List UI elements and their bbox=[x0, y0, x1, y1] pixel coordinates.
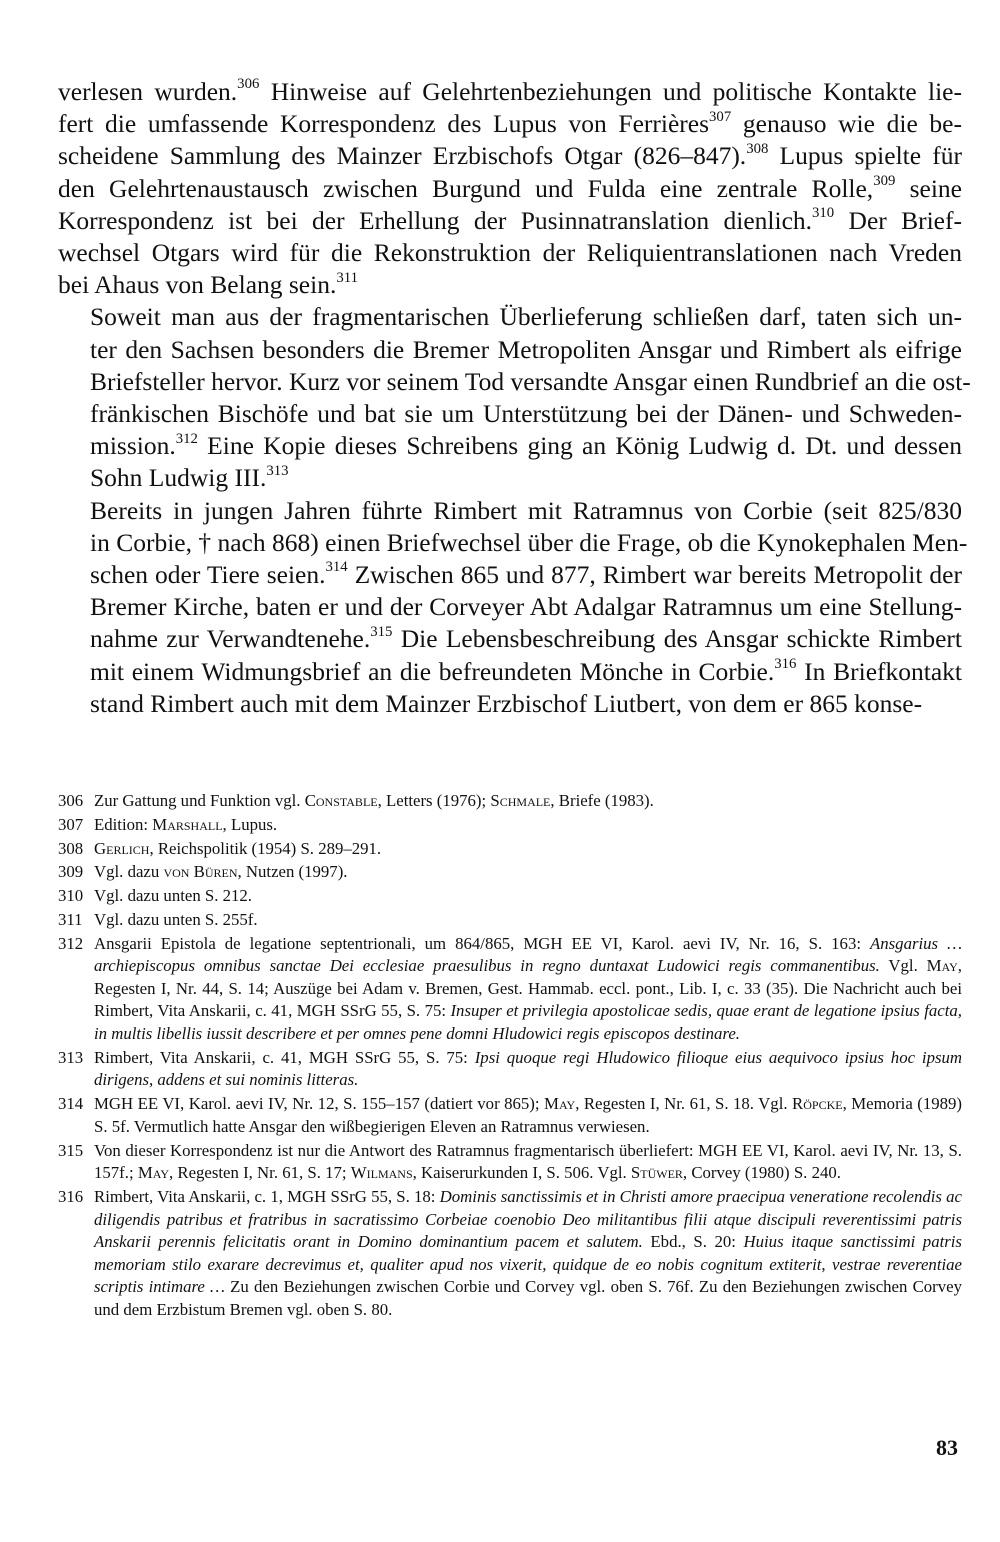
footnote-ref[interactable]: 310 bbox=[812, 205, 835, 222]
footnote-text: Edition: Marshall, Lupus. bbox=[94, 814, 278, 834]
text-line: den Gelehrtenaustausch zwischen Burgund und Fulda eine zentrale Rolle,$^{309}$ seine bbox=[58, 172, 962, 203]
text-line: Briefsteller hervor. Kurz vor seinem Tod versandte Ansgar einen Rundbrief an die ost- bbox=[90, 366, 971, 396]
text-line: Sohn Ludwig III.$^{313}$ bbox=[90, 462, 289, 493]
footnote-number: 310 bbox=[58, 886, 84, 906]
footnote-ref[interactable]: 315 bbox=[370, 623, 393, 640]
footnotes bbox=[58, 790, 962, 1323]
footnote-307 bbox=[58, 814, 962, 837]
text-line: mit einem Widmungsbrief an die befreundeten Mönche in Corbie.$^{316}$ In Briefkontakt bbox=[90, 655, 962, 686]
footnote-ref[interactable]: 311 bbox=[336, 269, 358, 286]
footnote-ref[interactable]: 307 bbox=[709, 108, 732, 125]
footnote-text: Zur Gattung und Funktion vgl. Constable, Letters (1976); Schmale, Briefe (1983). bbox=[94, 791, 654, 810]
footnote-306 bbox=[58, 790, 962, 813]
footnote-number: 306 bbox=[58, 791, 84, 810]
footnote-number: 307 bbox=[58, 814, 84, 834]
text-line: verlesen wurden.$^{306}$ Hinweise auf Gelehrtenbeziehungen und politische Kontakte lie- bbox=[58, 76, 962, 106]
footnote-ref[interactable]: 314 bbox=[325, 559, 348, 576]
page-number: 83 bbox=[936, 1435, 958, 1460]
footnote-308 bbox=[58, 838, 962, 861]
text-line: schen oder Tiere seien.$^{314}$ Zwischen 865 und 877, Rimbert war bereits Metropolit der bbox=[90, 559, 962, 590]
text-line: bei Ahaus von Belang sein.$^{311}$ bbox=[58, 269, 358, 300]
footnote-309 bbox=[58, 861, 962, 884]
text-line: Bremer Kirche, baten er und der Corveyer Abt Adalgar Ratramnus um eine Stellung- bbox=[90, 592, 962, 622]
text-line: nahme zur Verwandtenehe.$^{315}$ Die Lebensbeschreibung des Ansgar schickte Rimbert bbox=[90, 623, 962, 654]
footnote-310 bbox=[58, 885, 962, 908]
footnote-text: Vgl. dazu unten S. 255f. bbox=[94, 909, 258, 929]
footnote-text: Vgl. dazu von Büren, Nutzen (1997). bbox=[94, 862, 348, 882]
footnote-text: Rimbert, Vita Anskarii, c. 41, MGH SSrG 55, S. 75: Ipsi quoque regi Hludowico filioque eius aequivoco ipsius hoc ipsum dirigens, addens et sui nominis litteras. bbox=[94, 1047, 963, 1090]
paragraph-2 bbox=[58, 301, 971, 494]
footnote-ref[interactable]: 313 bbox=[266, 462, 289, 479]
footnote-311 bbox=[58, 909, 962, 932]
footnote-ref[interactable]: 312 bbox=[175, 430, 198, 447]
main-text bbox=[58, 76, 971, 720]
footnote-316 bbox=[58, 1186, 962, 1322]
footnote-text: MGH EE VI, Karol. aevi IV, Nr. 12, S. 155–157 (datiert vor 865); May, Regesten I, Nr. 61, S. 18. Vgl. Röpcke, Memoria (1989) S. 5f. Vermutlich hatte Ansgar den wißbegierigen Eleven an Ratramnus verwiesen. bbox=[94, 1094, 962, 1136]
text-line: ter den Sachsen besonders die Bremer Metropoliten Ansgar und Rimbert als eifrige bbox=[90, 334, 962, 364]
footnote-312 bbox=[58, 933, 962, 1046]
footnote-number: 312 bbox=[58, 933, 84, 953]
footnote-number: 308 bbox=[58, 838, 84, 858]
text-line: wechsel Otgars wird für die Rekonstruktion der Reliquientranslationen nach Vreden bbox=[58, 238, 962, 268]
text-line: fränkischen Bischöfe und bat sie um Unterstützung bei der Dänen- und Schweden- bbox=[90, 399, 962, 429]
footnote-number: 315 bbox=[58, 1140, 84, 1160]
footnote-text: Ansgarii Epistola de legatione septentrionali, um 864/865, MGH EE VI, Karol. aevi IV, Nr. 16, S. 163: Ansgarius … archiepiscopus omnibus sanctae Dei ecclesiae praesulibus in regno duntaxat Ludowici regis commanentibus. Vgl. May, Regesten I, Nr. 44, S. 14; Auszüge bei Adam v. Bremen, Gest. Hammab. eccl. pont., Lib. I, c. 33 (35). Die Nachricht auch bei Rimbert, Vita Anskarii, c. 41, MGH SSrG 55, S. 75: Insuper et privilegia apostolicae sedis, quae erant de legatione ipsius facta, in multis libellis iussit describere et per omnes pene domni Hludowici regis episcopos destinare. bbox=[94, 933, 962, 1044]
text-line: mission.$^{312}$ Eine Kopie dieses Schreibens ging an König Ludwig d. Dt. und dessen bbox=[90, 430, 962, 461]
footnote-ref[interactable]: 308 bbox=[746, 140, 769, 157]
footnote-number: 314 bbox=[58, 1094, 84, 1114]
footnote-ref[interactable]: 306 bbox=[237, 76, 260, 93]
footnote-ref[interactable]: 316 bbox=[774, 655, 797, 672]
paragraph-3 bbox=[58, 495, 968, 720]
text-line: fert die umfassende Korrespondenz des Lupus von Ferrières$^{307}$ genauso wie die be- bbox=[58, 108, 962, 139]
footnote-313 bbox=[58, 1047, 962, 1092]
paragraph-1 bbox=[58, 76, 962, 301]
text-line: stand Rimbert auch mit dem Mainzer Erzbischof Liutbert, von dem er 865 konse- bbox=[90, 688, 923, 718]
text-line: Korrespondenz ist bei der Erhellung der Pusinnatranslation dienlich.$^{310}$ Der Brief- bbox=[58, 205, 962, 235]
footnote-text: Gerlich, Reichspolitik (1954) S. 289–291. bbox=[94, 838, 382, 858]
footnote-number: 311 bbox=[58, 909, 83, 929]
footnote-text: Vgl. dazu unten S. 212. bbox=[94, 886, 253, 906]
footnote-315 bbox=[58, 1140, 962, 1185]
text-line: scheidene Sammlung des Mainzer Erzbischofs Otgar (826–847).$^{308}$ Lupus spielte für bbox=[58, 140, 962, 171]
footnote-text: Rimbert, Vita Anskarii, c. 1, MGH SSrG 55, S. 18: Dominis sanctissimis et in Christi amore praecipua veneratione recolendis ac diligendis patribus et fratribus in sacratissimo Corbeiae coenobio Deo militantibus filii atque discipuli reverentissimi patris Anskarii perennis felicitatis orant in Domino dominantium pacem et salutem. Ebd., S. 20: Huius itaque sanctissimi patris memoriam stilo exarare decrevimus et, qualiter apud nos vixerit, quidque de eo nobis cognitum extiterit, vestrae reverentiae scriptis intimare … Zu den Beziehungen zwischen Corbie und Corvey vgl. oben S. 76f. Zu den Beziehungen zwischen Corvey und dem Erzbistum Bremen vgl. oben S. 80. bbox=[94, 1186, 962, 1319]
footnote-number: 316 bbox=[58, 1186, 84, 1206]
footnote-number: 313 bbox=[58, 1047, 84, 1067]
footnote-314 bbox=[58, 1093, 962, 1138]
text-line: in Corbie, † nach 868) einen Briefwechsel über die Frage, ob die Kynokephalen Men- bbox=[90, 527, 968, 557]
footnote-text: Von dieser Korrespondenz ist nur die Antwort des Ratramnus fragmentarisch überliefert: MGH EE VI, Karol. aevi IV, Nr. 13, S. 157f.; May, Regesten I, Nr. 61, S. 17; Wilmans, Kaiserurkunden I, S. 506. Vgl. Stüwer, Corvey (1980) S. 240. bbox=[94, 1140, 962, 1183]
footnote-ref[interactable]: 309 bbox=[873, 172, 896, 189]
footnote-number: 309 bbox=[58, 862, 84, 882]
text-line: Bereits in jungen Jahren führte Rimbert mit Ratramnus von Corbie (seit 825/830 bbox=[90, 495, 962, 525]
text-line: Soweit man aus der fragmentarischen Überlieferung schließen darf, taten sich un- bbox=[90, 302, 962, 332]
